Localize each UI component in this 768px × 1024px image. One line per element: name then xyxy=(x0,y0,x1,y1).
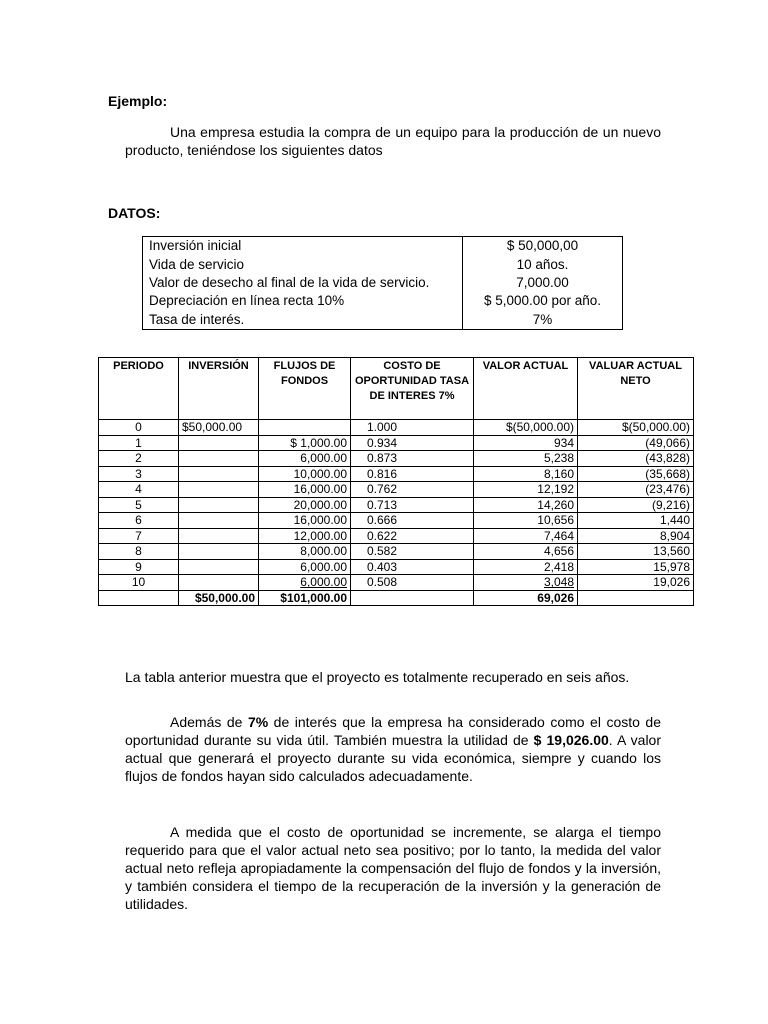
valor-actual-cell: 934 xyxy=(474,435,578,451)
heading-ejemplo: Ejemplo: xyxy=(108,93,168,109)
costo-cell: 0.934 xyxy=(351,435,474,451)
datos-value: 7,000.00 xyxy=(516,274,569,290)
para2-bold-utilidad: $ 19,026.00 xyxy=(533,732,609,748)
costo-cell: 1.000 xyxy=(351,420,474,436)
flujos-cell: 6,000.00 xyxy=(259,559,351,575)
total-costo-cell xyxy=(351,590,474,606)
datos-row xyxy=(143,292,623,310)
costo-cell: 0.762 xyxy=(351,482,474,498)
valuar-neto-cell: 13,560 xyxy=(578,544,694,560)
valuar-neto-cell: $(50,000.00) xyxy=(578,420,694,436)
costo-cell: 0.622 xyxy=(351,528,474,544)
valor-actual-cell: 7,464 xyxy=(474,528,578,544)
table-row xyxy=(99,575,694,591)
table-header-row xyxy=(99,358,694,420)
valor-actual-cell: 10,656 xyxy=(474,513,578,529)
costo-cell: 0.508 xyxy=(351,575,474,591)
datos-row xyxy=(143,237,623,256)
flujos-cell: 6,000.00 xyxy=(259,451,351,467)
valor-actual-cell: 8,160 xyxy=(474,466,578,482)
table-row xyxy=(99,466,694,482)
total-valuar-neto-cell xyxy=(578,590,694,606)
periodo-cell: 2 xyxy=(99,451,179,467)
valor-actual-cell: $(50,000.00) xyxy=(474,420,578,436)
costo-cell: 0.666 xyxy=(351,513,474,529)
flujos-cell: 12,000.00 xyxy=(259,528,351,544)
valor-actual-cell: 4,656 xyxy=(474,544,578,560)
periodo-cell: 4 xyxy=(99,482,179,498)
valuar-neto-cell: 8,904 xyxy=(578,528,694,544)
periodo-cell: 10 xyxy=(99,575,179,591)
inversion-cell xyxy=(179,435,259,451)
valuar-neto-cell: 1,440 xyxy=(578,513,694,529)
para2-text-1: Además de xyxy=(170,714,248,730)
flujos-cell xyxy=(259,575,351,591)
inversion-cell xyxy=(179,544,259,560)
datos-row xyxy=(143,311,623,330)
valuar-neto-cell: (49,066) xyxy=(578,435,694,451)
periodo-cell: 7 xyxy=(99,528,179,544)
total-valor-actual-cell: 69,026 xyxy=(474,590,578,606)
flujos-cell: 16,000.00 xyxy=(259,482,351,498)
para2-text-3: . A valor actual que generará el proyecto durante su vida económica, siempre y cuando los flujos de fondos hayan sido calculados adecuadamente. xyxy=(125,732,661,784)
heading-datos: DATOS: xyxy=(108,205,161,221)
inversion-cell xyxy=(179,559,259,575)
inversion-cell xyxy=(179,466,259,482)
periodo-cell: 8 xyxy=(99,544,179,560)
datos-label: Tasa de interés. xyxy=(143,311,463,330)
costo-cell: 0.713 xyxy=(351,497,474,513)
para2-bold-rate: 7% xyxy=(247,714,269,730)
inversion-cell xyxy=(179,497,259,513)
header-periodo: PERIODO xyxy=(99,358,179,420)
valuar-neto-cell: (35,668) xyxy=(578,466,694,482)
periodo-cell: 9 xyxy=(99,559,179,575)
flujos-cell: 20,000.00 xyxy=(259,497,351,513)
inversion-cell xyxy=(179,575,259,591)
table-row xyxy=(99,482,694,498)
datos-label: Vida de servicio xyxy=(143,255,463,273)
costo-cell: 0.873 xyxy=(351,451,474,467)
total-periodo-cell xyxy=(99,590,179,606)
datos-value: 7% xyxy=(532,311,553,327)
valor-actual-cell: 14,260 xyxy=(474,497,578,513)
table-row xyxy=(99,513,694,529)
valor-actual-cell xyxy=(474,575,578,591)
flujos-cell-underlined: 6,000.00 xyxy=(300,575,347,590)
valor-actual-cell: 12,192 xyxy=(474,482,578,498)
valor-actual-cell: 5,238 xyxy=(474,451,578,467)
para2-text-2: de interés que la empresa ha considerado como el costo de oportunidad durante su vida útil. También muestra la utilidad de xyxy=(125,714,661,748)
datos-value: $ 5,000.00 por año. xyxy=(483,293,602,309)
header-inversion: INVERSIÓN xyxy=(179,358,259,420)
header-valor-actual: VALOR ACTUAL xyxy=(474,358,578,420)
total-inversion-cell: $50,000.00 xyxy=(179,590,259,606)
inversion-cell xyxy=(179,451,259,467)
valuar-neto-cell: 19,026 xyxy=(578,575,694,591)
table-row xyxy=(99,497,694,513)
datos-value: $ 50,000,00 xyxy=(506,238,579,254)
flujos-cell: 16,000.00 xyxy=(259,513,351,529)
periodo-cell: 0 xyxy=(99,420,179,436)
valuar-neto-cell: (43,828) xyxy=(578,451,694,467)
flujos-cell: 10,000.00 xyxy=(259,466,351,482)
flujos-cell xyxy=(259,420,351,436)
flujos-cell: 8,000.00 xyxy=(259,544,351,560)
totals-row xyxy=(99,590,694,606)
valuar-neto-cell: (9,216) xyxy=(578,497,694,513)
table-row xyxy=(99,528,694,544)
datos-table xyxy=(142,236,623,330)
table-row xyxy=(99,451,694,467)
periodo-table xyxy=(98,357,694,606)
table-row xyxy=(99,420,694,436)
paragraph-ademas xyxy=(125,713,661,785)
table-row xyxy=(99,435,694,451)
periodo-cell: 1 xyxy=(99,435,179,451)
inversion-cell xyxy=(179,482,259,498)
inversion-cell xyxy=(179,528,259,544)
periodo-cell: 3 xyxy=(99,466,179,482)
total-flujos-cell: $101,000.00 xyxy=(259,590,351,606)
inversion-cell: $50,000.00 xyxy=(179,420,259,436)
datos-label: Inversión inicial xyxy=(143,237,463,256)
datos-row xyxy=(143,274,623,292)
table-row xyxy=(99,559,694,575)
header-valuar-neto: VALUAR ACTUAL NETO xyxy=(578,358,694,420)
periodo-cell: 6 xyxy=(99,513,179,529)
costo-cell: 0.403 xyxy=(351,559,474,575)
table-row xyxy=(99,544,694,560)
valuar-neto-cell: (23,476) xyxy=(578,482,694,498)
flujos-cell: $ 1,000.00 xyxy=(259,435,351,451)
periodo-cell: 5 xyxy=(99,497,179,513)
datos-label: Depreciación en línea recta 10% xyxy=(143,292,463,310)
intro-paragraph: Una empresa estudia la compra de un equipo para la producción de un nuevo producto, teniéndose los siguientes datos xyxy=(125,124,661,158)
valuar-neto-cell: 15,978 xyxy=(578,559,694,575)
datos-row xyxy=(143,255,623,273)
header-flujos: FLUJOS DE FONDOS xyxy=(259,358,351,420)
datos-label: Valor de desecho al final de la vida de servicio. xyxy=(143,274,463,292)
valor-actual-cell: 2,418 xyxy=(474,559,578,575)
costo-cell: 0.816 xyxy=(351,466,474,482)
paragraph-recuperado: La tabla anterior muestra que el proyecto es totalmente recuperado en seis años. xyxy=(125,669,630,685)
header-costo: COSTO DE OPORTUNIDAD TASA DE INTERES 7% xyxy=(351,358,474,420)
valor-actual-cell-underlined: 3,048 xyxy=(543,575,574,590)
datos-value: 10 años. xyxy=(516,256,569,272)
inversion-cell xyxy=(179,513,259,529)
costo-cell: 0.582 xyxy=(351,544,474,560)
paragraph-costo-oportunidad: A medida que el costo de oportunidad se incremente, se alarga el tiempo requerido para que el valor actual neto sea positivo; por lo tanto, la medida del valor actual neto refleja apropiadamente la compensación del flujo de fondos y la inversión, y también considera el tiempo de la recuperación de la inversión y la generación de utilidades. xyxy=(125,824,661,912)
